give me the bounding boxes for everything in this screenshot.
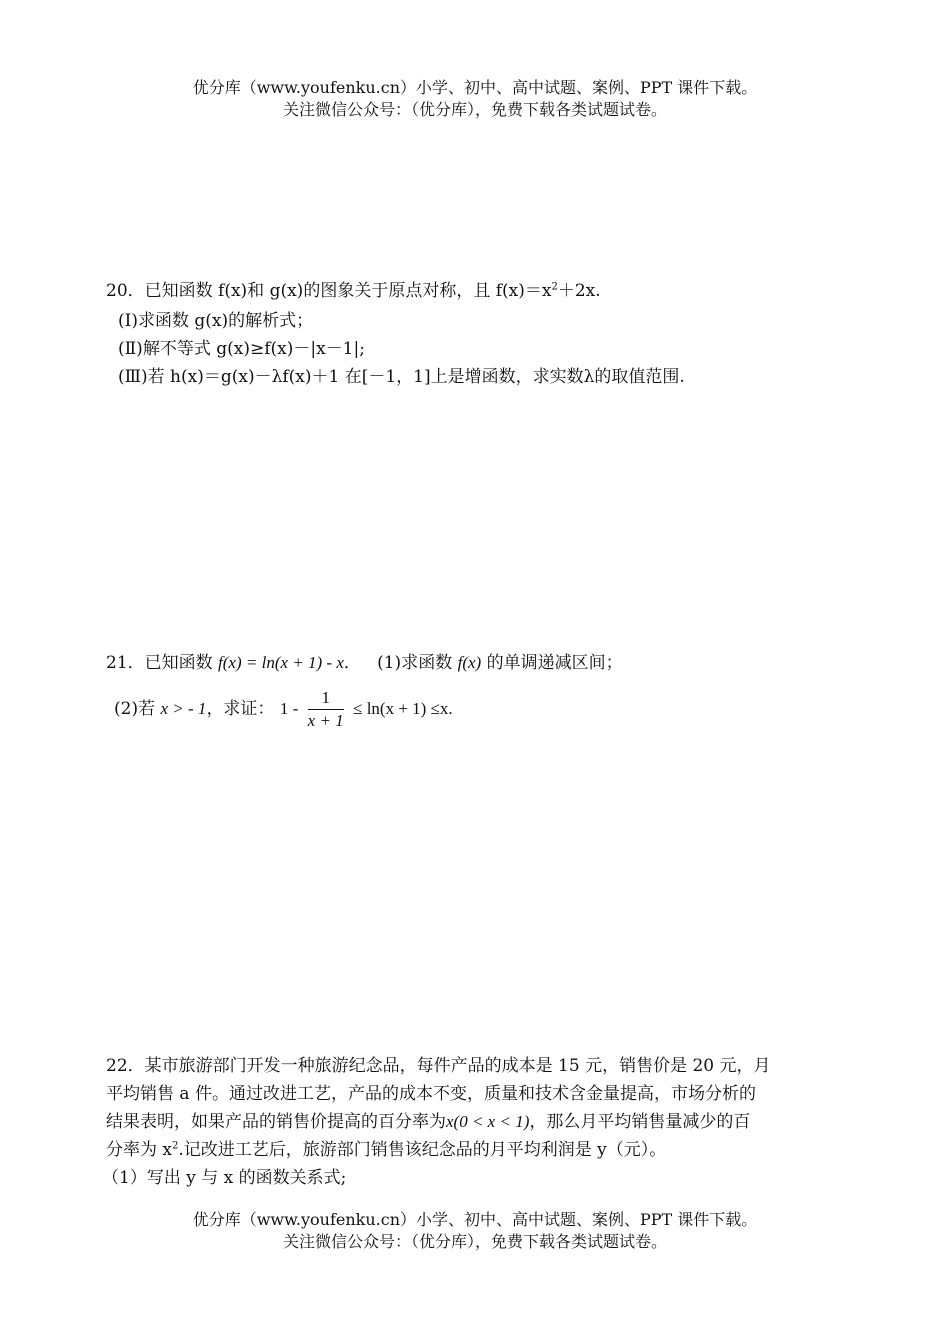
q21-stem bbox=[106, 652, 623, 674]
q21-dot: ． bbox=[343, 653, 361, 673]
q21-part2-prove: ，求证： bbox=[206, 699, 275, 719]
q22-line-3 bbox=[106, 1108, 846, 1136]
q20-part-2: (Ⅱ)解不等式 g(x)≥f(x)－|x－1|; bbox=[118, 339, 365, 359]
q21-lead: 21．已知函数 bbox=[106, 653, 213, 673]
q20-stem bbox=[106, 280, 601, 302]
header-line-1: 优分库（www.youfenku.cn）小学、初中、高中试题、案例、PPT 课件下载。 bbox=[192, 78, 758, 97]
q21-ineq-left: 1 - bbox=[279, 699, 299, 718]
q22-line-2: 平均销售 a 件。通过改进工艺，产品的成本不变，质量和技术含金量提高，市场分析的 bbox=[106, 1084, 756, 1104]
q22-line-4-b: .记改进工艺后，旅游部门销售该纪念品的月平均利润是 y（元）。 bbox=[178, 1140, 667, 1160]
q22-line-3-a: 结果表明，如果产品的销售价提高的百分率为 bbox=[106, 1112, 446, 1132]
q21-part2-lead: (2)若 bbox=[114, 699, 156, 719]
q22-line-5: （1）写出 y 与 x 的函数关系式; bbox=[102, 1168, 347, 1188]
q22-condition: x(0 < x < 1) bbox=[446, 1112, 530, 1131]
q21-part2-condition: x > - 1 bbox=[160, 699, 207, 718]
header-line-2: 关注微信公众号：（优分库），免费下载各类试题试卷。 bbox=[282, 100, 667, 119]
q21-part1-lead: (1)求函数 bbox=[377, 653, 453, 673]
q21-fraction-denominator: x + 1 bbox=[307, 711, 344, 730]
q22-line-4 bbox=[106, 1136, 846, 1164]
q22-line-3-b: ，那么月平均销售量减少的百 bbox=[529, 1112, 751, 1132]
q20-part-3: (Ⅲ)若 h(x)＝g(x)－λf(x)＋1 在[－1，1]上是增函数，求实数λ的取值范围. bbox=[118, 367, 685, 387]
q22-block bbox=[102, 1052, 846, 1192]
q22-line-4-a: 分率为 x bbox=[106, 1140, 172, 1160]
footer-line-1: 优分库（www.youfenku.cn）小学、初中、高中试题、案例、PPT 课件下载。 bbox=[192, 1210, 758, 1229]
q20-stem-exponent: 2 bbox=[551, 281, 558, 293]
q21-part1-fx: f(x) bbox=[457, 653, 482, 672]
q20-stem-text: 20．已知函数 f(x)和 g(x)的图象关于原点对称，且 f(x)＝x bbox=[106, 281, 552, 301]
footer-line-2: 关注微信公众号：（优分库），免费下载各类试题试卷。 bbox=[282, 1232, 667, 1251]
q22-exponent: 2 bbox=[172, 1140, 179, 1152]
q21-fraction-numerator: 1 bbox=[308, 687, 344, 710]
q20-part-1: (Ⅰ)求函数 g(x)的解析式； bbox=[118, 311, 314, 331]
q21-part-2 bbox=[114, 683, 453, 735]
q21-fraction bbox=[308, 687, 344, 732]
q20-stem-end: ＋2x. bbox=[557, 281, 601, 301]
q22-line-1: 22．某市旅游部门开发一种旅游纪念品，每件产品的成本是 15 元，销售价是 20 元，月 bbox=[106, 1056, 771, 1076]
q21-ineq-right: ≤ ln(x + 1) ≤x. bbox=[353, 699, 453, 718]
q21-function: f(x) = ln(x + 1) - x bbox=[218, 653, 344, 672]
q21-part1-end: 的单调递减区间； bbox=[486, 653, 623, 673]
